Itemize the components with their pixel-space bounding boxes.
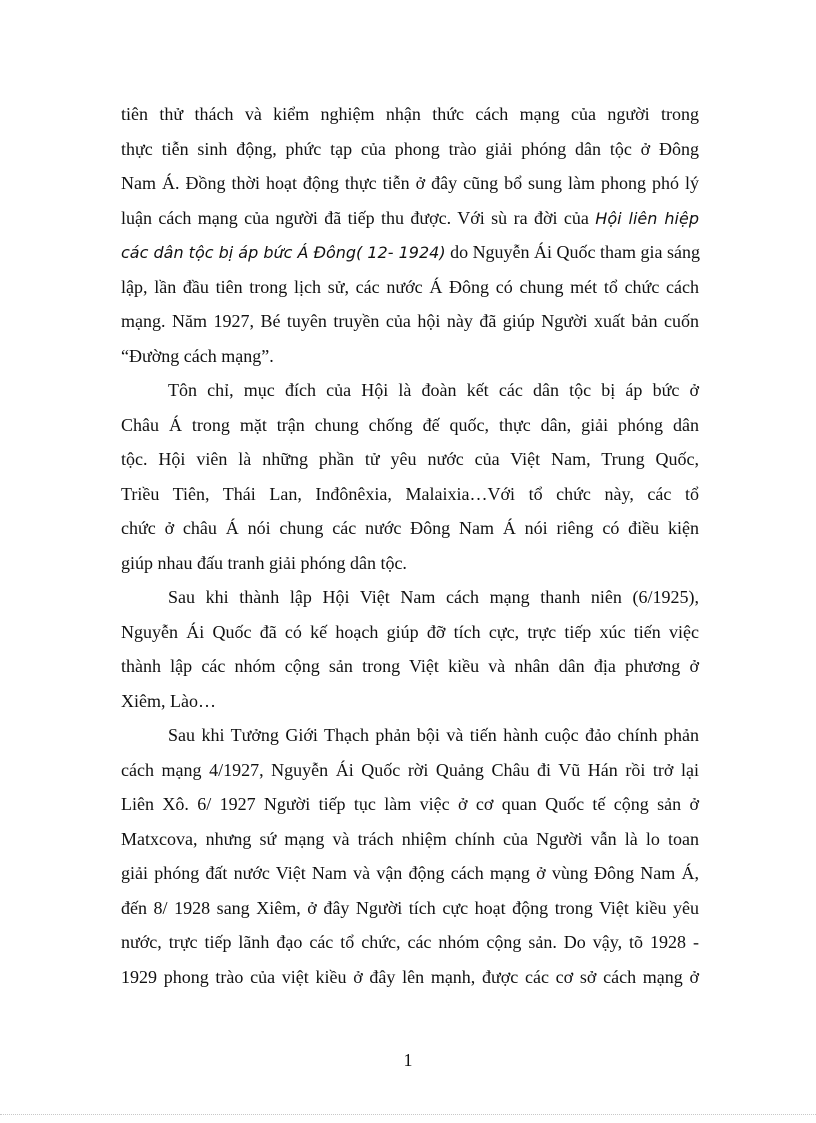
- text-line: [121, 822, 699, 857]
- text-run: tộc. Hội viên là những phần tử yêu nước của Việt Nam, Trung Quốc,: [121, 449, 699, 469]
- text-run: Nam Á. Đồng thời hoạt động thực tiễn ở đây cũng bổ sung làm phong phó lý: [121, 173, 699, 193]
- text-line: [121, 580, 699, 615]
- text-run: chức ở châu Á nói chung các nước Đông Nam Á nói riêng có điều kiện: [121, 518, 699, 538]
- text-run: Tôn chỉ, mục đích của Hội là đoàn kết các dân tộc bị áp bức ở: [168, 380, 699, 400]
- text-run: thành lập các nhóm cộng sản trong Việt kiều và nhân dân địa phương ở: [121, 656, 699, 676]
- text-line: [121, 304, 699, 339]
- text-line: [121, 511, 699, 546]
- text-line: [121, 442, 699, 477]
- italic-text: Hội liên hiệp: [595, 208, 699, 228]
- text-run: lập, lần đầu tiên trong lịch sử, các nước Á Đông có chung mét tổ chức cách: [121, 276, 699, 297]
- text-line: [121, 132, 699, 167]
- text-line: [121, 97, 699, 132]
- text-run: Châu Á trong mặt trận chung chống đế quốc, thực dân, giải phóng dân: [121, 414, 699, 435]
- text-run: đến 8/ 1928 sang Xiêm, ở đây Người tích cực hoạt động trong Việt kiều yêu: [121, 897, 699, 918]
- page-bottom-divider: [0, 1114, 816, 1115]
- text-run: Matxcova, nhưng sứ mạng và trách nhiệm chính của Người vẫn là lo toan: [121, 828, 699, 849]
- text-line: [121, 718, 699, 753]
- text-line: [121, 615, 699, 650]
- text-line: [121, 270, 699, 305]
- text-run: cách mạng 4/1927, Nguyễn Ái Quốc rời Quảng Châu đi Vũ Hán rồi trở lại: [121, 759, 699, 780]
- italic-text: các dân tộc bị áp bức Á Đông( 12- 1924): [121, 243, 446, 262]
- text-run: Xiêm, Lào…: [121, 690, 216, 711]
- text-line: [121, 753, 699, 788]
- text-line: [121, 925, 699, 960]
- text-line: [121, 201, 699, 236]
- text-line: [121, 339, 699, 374]
- text-line: [121, 373, 699, 408]
- text-line: [121, 787, 699, 822]
- text-line: [121, 546, 699, 581]
- paragraph: [121, 580, 699, 718]
- text-run: do Nguyễn Ái Quốc tham gia sáng: [445, 242, 701, 262]
- text-run: Liên Xô. 6/ 1927 Người tiếp tục làm việc ở cơ quan Quốc tế cộng sản ở: [121, 794, 699, 814]
- text-line: [121, 891, 699, 926]
- paragraph: [121, 373, 699, 580]
- text-run: 1929 phong trào của việt kiều ở đây lên mạnh, được các cơ sở cách mạng ở: [121, 966, 699, 987]
- text-line: [121, 235, 699, 270]
- text-line: [121, 960, 699, 995]
- text-run: Triều Tiên, Thái Lan, Inđônêxia, Malaixia…Với tổ chức này, các tổ: [121, 483, 699, 504]
- paragraph: [121, 97, 699, 373]
- document-body: [121, 97, 699, 994]
- text-line: [121, 477, 699, 512]
- text-line: [121, 684, 699, 719]
- text-run: mạng. Năm 1927, Bé tuyên truyền của hội này đã giúp Người xuất bản cuốn: [121, 311, 699, 331]
- text-run: “Đường cách mạng”.: [121, 345, 274, 366]
- text-run: nước, trực tiếp lãnh đạo các tổ chức, các nhóm cộng sản. Do vậy, tõ 1928 -: [121, 932, 699, 952]
- text-line: [121, 166, 699, 201]
- text-line: [121, 408, 699, 443]
- text-run: giúp nhau đấu tranh giải phóng dân tộc.: [121, 552, 407, 573]
- paragraph: [121, 718, 699, 994]
- text-run: Nguyễn Ái Quốc đã có kế hoạch giúp đỡ tích cực, trực tiếp xúc tiến việc: [121, 621, 699, 642]
- text-run: Sau khi thành lập Hội Việt Nam cách mạng thanh niên (6/1925),: [168, 587, 699, 607]
- text-line: [121, 649, 699, 684]
- text-run: tiên thử thách và kiểm nghiệm nhận thức cách mạng của người trong: [121, 104, 699, 124]
- text-run: thực tiễn sinh động, phức tạp của phong trào giải phóng dân tộc ở Đông: [121, 138, 699, 159]
- text-run: luận cách mạng của người đã tiếp thu được. Với sù ra đời của: [121, 207, 596, 228]
- text-line: [121, 856, 699, 891]
- text-run: giải phóng đất nước Việt Nam và vận động cách mạng ở vùng Đông Nam Á,: [121, 863, 699, 883]
- text-run: Sau khi Tưởng Giới Thạch phản bội và tiến hành cuộc đảo chính phản: [168, 725, 699, 745]
- page-number: 1: [403, 1050, 413, 1070]
